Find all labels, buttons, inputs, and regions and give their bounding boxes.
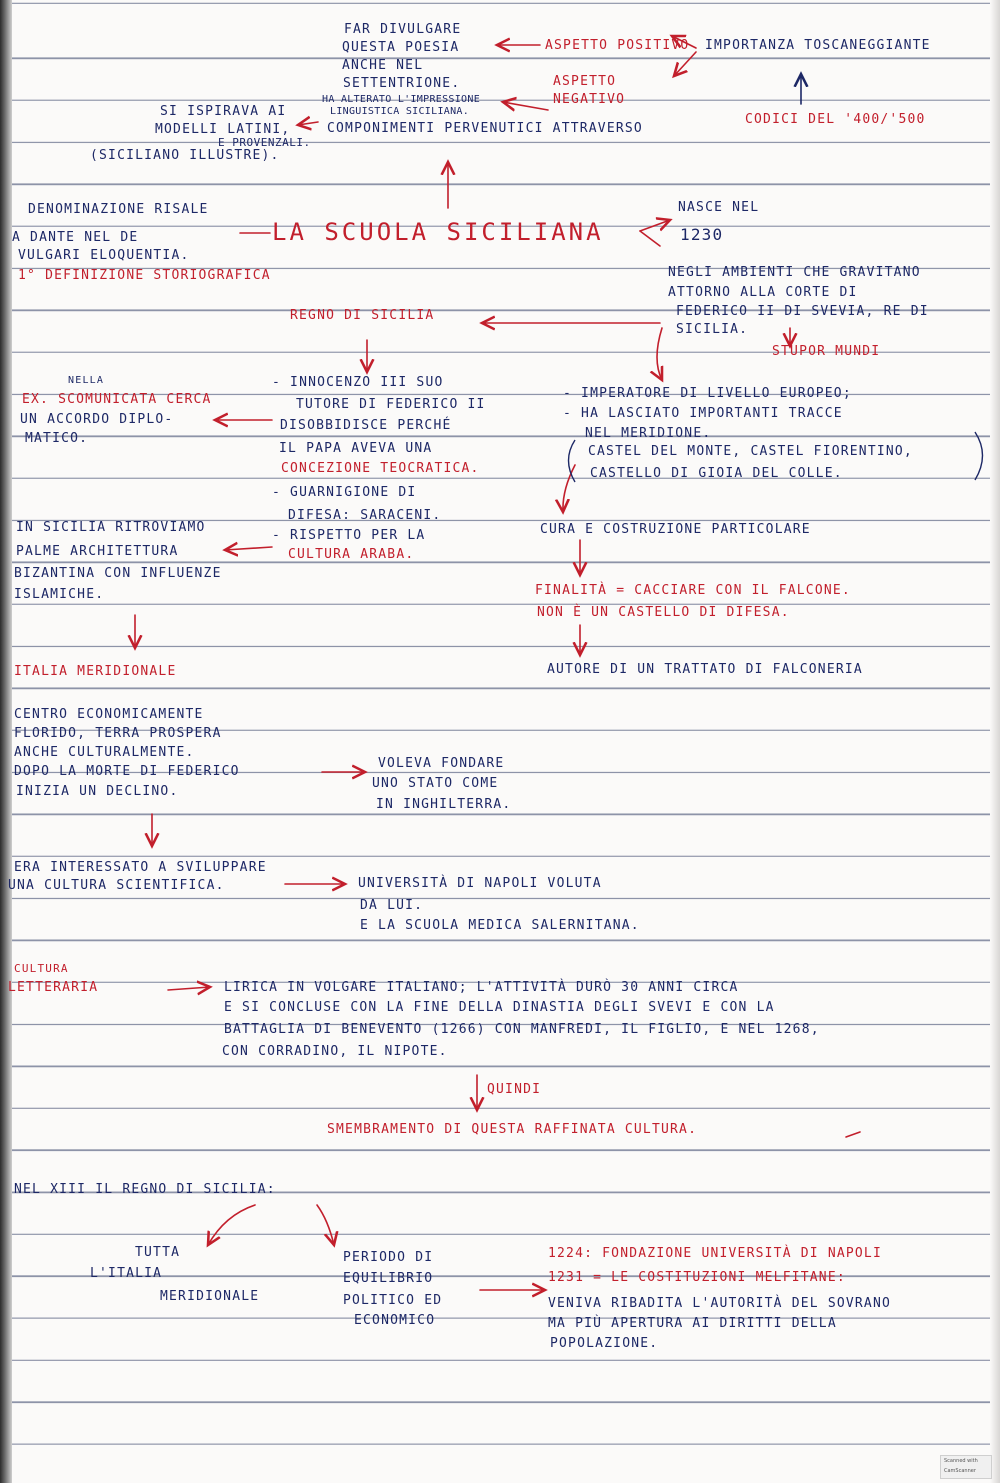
sicilia-line-3: BIZANTINA CON INFLUENZE bbox=[14, 566, 222, 581]
divulgare-line-1: FAR DIVULGARE bbox=[344, 22, 462, 37]
ispirava-line-1: SI ISPIRAVA AI bbox=[160, 104, 287, 119]
sicilia-line-1: IN SICILIA RITROVIAMO bbox=[16, 520, 206, 535]
universita-line-2: DA LUI. bbox=[360, 898, 424, 913]
componimenti-text: COMPONIMENTI PERVENUTICI ATTRAVERSO bbox=[327, 121, 643, 136]
imperatore-line-3: NEL MERIDIONE. bbox=[585, 426, 712, 441]
denominazione-line-1: DENOMINAZIONE RISALE bbox=[28, 202, 209, 217]
arrow-tutta bbox=[208, 1205, 255, 1245]
scomunica-line-2: UN ACCORDO DIPLO- bbox=[20, 412, 174, 427]
periodo-line-3: POLITICO ED bbox=[343, 1293, 443, 1308]
sicilia-line-4: ISLAMICHE. bbox=[14, 587, 105, 602]
aspetto-negativo-2: NEGATIVO bbox=[553, 92, 626, 107]
prima-definizione: 1° DEFINIZIONE STORIOGRAFICA bbox=[18, 268, 271, 283]
arrow-federico-down bbox=[657, 328, 662, 380]
scanner-line-2: CamScanner bbox=[944, 1468, 976, 1474]
nasce-anno: 1230 bbox=[680, 225, 724, 244]
centro-line-1: CENTRO ECONOMICAMENTE bbox=[14, 707, 204, 722]
imperatore-line-1: - IMPERATORE DI LIVELLO EUROPEO; bbox=[563, 386, 852, 401]
innocenzo-line-2: TUTORE DI FEDERICO II bbox=[296, 397, 486, 412]
lirica-line-2: E SI CONCLUSE CON LA FINE DELLA DINASTIA DEGLI SVEVI E CON LA bbox=[224, 1000, 775, 1015]
nasce-nel: NASCE NEL bbox=[678, 200, 760, 215]
centro-line-5: INIZIA UN DECLINO. bbox=[16, 784, 179, 799]
smembramento-text: SMEMBRAMENTO DI QUESTA RAFFINATA CULTURA. bbox=[327, 1122, 698, 1137]
rispetto-line-1: - RISPETTO PER LA bbox=[272, 528, 426, 543]
guarnigione-line-1: - GUARNIGIONE DI bbox=[272, 485, 417, 500]
arrow-smembr-tail bbox=[846, 1132, 860, 1137]
periodo-line-2: EQUILIBRIO bbox=[343, 1271, 434, 1286]
ribadita-line-1: VENIVA RIBADITA L'AUTORITÀ DEL SOVRANO bbox=[548, 1296, 892, 1311]
centro-line-3: ANCHE CULTURALMENTE. bbox=[14, 745, 195, 760]
tutta-line-3: MERIDIONALE bbox=[160, 1289, 260, 1304]
ambienti-line-3: FEDERICO II DI SVEVIA, RE DI bbox=[676, 304, 929, 319]
aspetto-negativo-1: ASPETTO bbox=[553, 74, 617, 89]
lirica-line-4: CON CORRADINO, IL NIPOTE. bbox=[222, 1044, 448, 1059]
divulgare-line-2: QUESTA POESIA bbox=[342, 40, 460, 55]
ambienti-line-4: SICILIA. bbox=[676, 322, 749, 337]
quindi-label: QUINDI bbox=[487, 1082, 542, 1097]
ambienti-line-2: ATTORNO ALLA CORTE DI bbox=[668, 285, 858, 300]
scomunica-line-1: EX. SCOMUNICATA CERCA bbox=[22, 392, 212, 407]
voleva-line-1: VOLEVA FONDARE bbox=[378, 756, 505, 771]
nel-xiii-heading: NEL XIII IL REGNO DI SICILIA: bbox=[14, 1182, 276, 1197]
periodo-line-1: PERIODO DI bbox=[343, 1250, 434, 1265]
alterato-line-1: HA ALTERATO L'IMPRESSIONE bbox=[322, 94, 481, 105]
denominazione-line-2: A DANTE NEL DE bbox=[12, 230, 139, 245]
ribadita-line-2: MA PIÙ APERTURA AI DIRITTI DELLA bbox=[548, 1316, 837, 1331]
ambienti-line-1: NEGLI AMBIENTI CHE GRAVITANO bbox=[668, 265, 921, 280]
cultura-label: CULTURA bbox=[14, 962, 69, 975]
innocenzo-line-3: DISOBBIDISCE PERCHÉ bbox=[280, 418, 452, 433]
costituzioni-1231: 1231 = LE COSTITUZIONI MELFITANE: bbox=[548, 1270, 846, 1285]
trattato-falconeria: AUTORE DI UN TRATTATO DI FALCONERIA bbox=[547, 662, 863, 677]
arrow-importanza-down bbox=[674, 52, 696, 76]
voleva-line-2: UNO STATO COME bbox=[372, 776, 499, 791]
castle-bracket-right bbox=[975, 432, 983, 480]
arrow-lirica bbox=[168, 987, 210, 990]
castelli-line-1: CASTEL DEL MONTE, CASTEL FIORENTINO, bbox=[588, 444, 913, 459]
lirica-line-1: LIRICA IN VOLGARE ITALIANO; L'ATTIVITÀ DURÒ 30 ANNI CIRCA bbox=[224, 980, 739, 995]
ispirava-line-3: E PROVENZALI. bbox=[218, 136, 311, 149]
letteraria-label: LETTERARIA bbox=[8, 980, 99, 995]
universita-line-1: UNIVERSITÀ DI NAPOLI VOLUTA bbox=[358, 876, 602, 891]
sicilia-line-2: PALME ARCHITETTURA bbox=[16, 544, 179, 559]
finalita-line-1: FINALITÀ = CACCIARE CON IL FALCONE. bbox=[535, 583, 851, 598]
arrow-periodo bbox=[317, 1205, 334, 1245]
periodo-line-4: ECONOMICO bbox=[354, 1313, 436, 1328]
ispirava-line-2: MODELLI LATINI, bbox=[155, 122, 291, 137]
arrow-castelli bbox=[563, 465, 575, 512]
arrow-negativo bbox=[503, 102, 548, 110]
rispetto-line-2: CULTURA ARABA. bbox=[288, 547, 415, 562]
imperatore-line-2: - HA LASCIATO IMPORTANTI TRACCE bbox=[563, 406, 843, 421]
divulgare-line-4: SETTENTRIONE. bbox=[343, 76, 461, 91]
arrow-nasce bbox=[640, 220, 670, 231]
regno-di-sicilia: REGNO DI SICILIA bbox=[290, 308, 435, 323]
interessato-line-1: ERA INTERESSATO A SVILUPPARE bbox=[14, 860, 267, 875]
alterato-line-2: LINGUISTICA SICILIANA. bbox=[330, 106, 470, 117]
page-title: LA SCUOLA SICILIANA bbox=[272, 218, 604, 246]
ispirava-line-4: (SICILIANO ILLUSTRE). bbox=[90, 148, 280, 163]
stupor-mundi: STUPOR MUNDI bbox=[772, 344, 881, 359]
codici-text: CODICI DEL '400/'500 bbox=[745, 112, 926, 127]
lirica-line-3: BATTAGLIA DI BENEVENTO (1266) CON MANFREDI, IL FIGLIO, E NEL 1268, bbox=[224, 1022, 820, 1037]
scomunica-nella: NELLA bbox=[68, 375, 105, 386]
denominazione-line-3: VULGARI ELOQUENTIA. bbox=[18, 248, 190, 263]
arrow-ambienti bbox=[640, 231, 660, 246]
centro-line-4: DOPO LA MORTE DI FEDERICO bbox=[14, 764, 240, 779]
fondazione-1224: 1224: FONDAZIONE UNIVERSITÀ DI NAPOLI bbox=[548, 1246, 882, 1261]
innocenzo-line-1: - INNOCENZO III SUO bbox=[272, 375, 444, 390]
scanner-line-1: Scanned with bbox=[944, 1458, 978, 1464]
camscanner-badge bbox=[940, 1455, 992, 1479]
italia-meridionale: ITALIA MERIDIONALE bbox=[14, 664, 177, 679]
cura-costruzione: CURA E COSTRUZIONE PARTICOLARE bbox=[540, 522, 811, 537]
tutta-line-1: TUTTA bbox=[135, 1245, 181, 1260]
interessato-line-2: UNA CULTURA SCIENTIFICA. bbox=[8, 878, 225, 893]
finalita-line-2: NON È UN CASTELLO DI DIFESA. bbox=[537, 605, 790, 620]
arrow-arabi bbox=[225, 547, 272, 550]
innocenzo-line-4: IL PAPA AVEVA UNA bbox=[279, 441, 433, 456]
importanza-toscaneggiante: IMPORTANZA TOSCANEGGIANTE bbox=[705, 38, 931, 53]
aspetto-positivo: ASPETTO POSITIVO bbox=[545, 38, 690, 53]
ribadita-line-3: POPOLAZIONE. bbox=[550, 1336, 659, 1351]
tutta-line-2: L'ITALIA bbox=[90, 1266, 163, 1281]
divulgare-line-3: ANCHE NEL bbox=[342, 58, 424, 73]
arrow-ispirava bbox=[298, 122, 318, 125]
centro-line-2: FLORIDO, TERRA PROSPERA bbox=[14, 726, 222, 741]
scomunica-line-3: MATICO. bbox=[25, 431, 89, 446]
universita-line-3: E LA SCUOLA MEDICA SALERNITANA. bbox=[360, 918, 640, 933]
innocenzo-line-5: CONCEZIONE TEOCRATICA. bbox=[281, 461, 480, 476]
voleva-line-3: IN INGHILTERRA. bbox=[376, 797, 512, 812]
castelli-line-2: CASTELLO DI GIOIA DEL COLLE. bbox=[590, 466, 843, 481]
guarnigione-line-2: DIFESA: SARACENI. bbox=[288, 508, 442, 523]
